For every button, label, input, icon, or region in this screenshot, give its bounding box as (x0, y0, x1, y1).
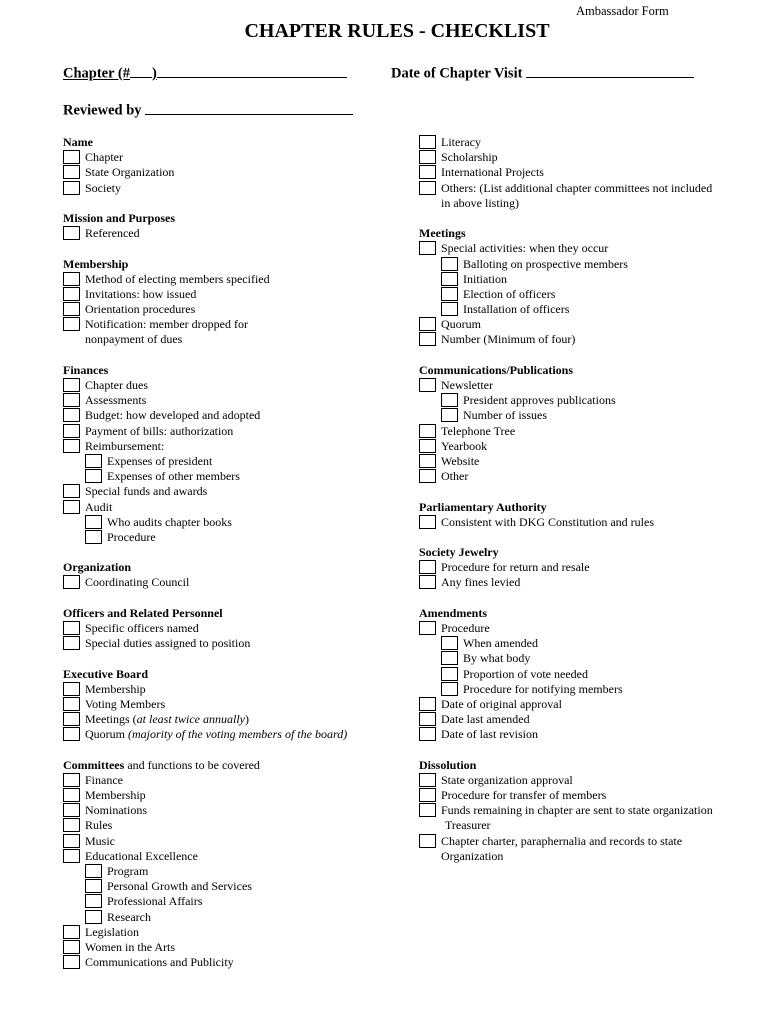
item-label: Program (107, 864, 149, 878)
item-label: Music (85, 833, 115, 848)
checkbox[interactable] (63, 697, 80, 711)
item-label: Literacy (441, 135, 481, 149)
item-label: Membership (85, 681, 146, 696)
checkbox[interactable] (419, 241, 436, 255)
section-officers: Officers and Related Personnel (63, 605, 223, 620)
check-item[interactable] (419, 712, 749, 727)
item-label: Procedure for notifying members (463, 681, 623, 696)
checkbox[interactable] (419, 560, 436, 574)
section-meetings: Meetings (419, 226, 466, 241)
checkbox[interactable] (419, 515, 436, 529)
section-dissolution: Dissolution (419, 757, 477, 772)
item-label: Payment of bills: authorization (85, 423, 234, 438)
section-amendments: Amendments (419, 605, 487, 620)
checkbox[interactable] (63, 393, 80, 407)
reviewed-label: Reviewed by (63, 102, 142, 119)
check-item[interactable] (63, 500, 403, 515)
check-subitem[interactable] (419, 272, 749, 287)
item-label: Procedure for transfer of members (441, 788, 607, 803)
check-item[interactable] (63, 712, 403, 727)
checkbox[interactable] (63, 712, 80, 726)
item-label: Newsletter (441, 378, 493, 392)
check-item[interactable] (419, 834, 749, 849)
item-label: Scholarship (441, 150, 498, 165)
item-label: Budget: how developed and adopted (85, 408, 261, 423)
item-label: Other (441, 469, 469, 484)
check-item[interactable] (63, 682, 403, 697)
item-label: Meetings (at least twice annually) (85, 712, 249, 727)
item-continuation: Organization (441, 848, 504, 863)
check-item[interactable] (63, 575, 403, 590)
item-label: Procedure (107, 529, 156, 544)
check-item[interactable] (63, 818, 403, 833)
checkbox[interactable] (419, 439, 436, 453)
item-label: Election of officers (463, 286, 556, 301)
check-item[interactable] (63, 940, 403, 955)
check-item[interactable] (63, 408, 403, 423)
check-item[interactable] (419, 697, 749, 712)
check-subitem[interactable] (419, 302, 749, 317)
checkbox[interactable] (419, 469, 436, 483)
check-item[interactable] (419, 181, 749, 196)
item-label: Yearbook (441, 438, 488, 453)
chapter-label: Chapter (# (63, 65, 130, 82)
checkbox[interactable] (419, 135, 436, 149)
checkbox[interactable] (441, 682, 458, 696)
left-column (63, 135, 403, 970)
chapter-close: ) (152, 65, 157, 82)
checkbox[interactable] (63, 302, 80, 316)
checkbox[interactable] (441, 257, 458, 271)
checkbox[interactable] (63, 925, 80, 939)
item-label: Number of issues (463, 408, 547, 423)
item-label: Number (Minimum of four) (441, 332, 576, 347)
check-item[interactable] (419, 621, 749, 636)
check-item[interactable] (419, 378, 749, 393)
check-item[interactable] (63, 484, 403, 499)
item-label: Expenses of president (107, 453, 213, 468)
checkbox[interactable] (419, 773, 436, 787)
check-item[interactable] (419, 560, 749, 575)
check-item[interactable] (63, 165, 403, 180)
checkbox[interactable] (63, 181, 80, 195)
checkbox[interactable] (63, 849, 80, 863)
item-label: Installation of officers (463, 302, 570, 317)
item-label: Assessments (85, 393, 147, 408)
section-communications: Communications/Publications (419, 362, 574, 377)
section-mission: Mission and Purposes (63, 210, 176, 225)
check-subitem[interactable] (63, 469, 403, 484)
section-finances: Finances (63, 362, 109, 377)
check-item[interactable] (63, 773, 403, 788)
check-item[interactable] (63, 439, 403, 454)
item-label: State Organization (85, 165, 175, 180)
item-label: Date last amended (441, 712, 530, 727)
section-organization: Organization (63, 560, 131, 575)
check-item[interactable] (419, 469, 749, 484)
item-label: Specific officers named (85, 621, 199, 635)
section-membership: Membership (63, 256, 129, 271)
check-item[interactable] (419, 803, 749, 818)
item-label: Telephone Tree (441, 423, 516, 438)
item-label: Proportion of vote needed (463, 666, 588, 681)
item-continuation: nonpayment of dues (85, 332, 183, 347)
check-item[interactable] (419, 135, 749, 150)
item-continuation: in above listing) (441, 195, 519, 210)
check-item[interactable] (63, 697, 403, 712)
check-item[interactable] (63, 803, 403, 818)
check-item[interactable] (63, 727, 403, 742)
check-item[interactable] (63, 317, 403, 332)
checkbox[interactable] (63, 621, 80, 635)
checkbox[interactable] (63, 165, 80, 179)
check-item[interactable] (63, 955, 403, 970)
item-label: Quorum (441, 317, 481, 332)
item-label: Balloting on prospective members (463, 256, 628, 271)
checkbox[interactable] (63, 272, 80, 286)
item-label: Date of original approval (441, 696, 562, 711)
item-label: Others: (List additional chapter committees not included (441, 180, 713, 195)
check-item[interactable] (419, 241, 749, 256)
section-executive: Executive Board (63, 666, 148, 681)
check-item[interactable] (63, 424, 403, 439)
item-label: Rules (85, 818, 113, 833)
item-label: Women in the Arts (85, 939, 176, 954)
check-item[interactable] (419, 317, 749, 332)
checkbox[interactable] (419, 424, 436, 438)
check-item[interactable] (419, 439, 749, 454)
item-label: International Projects (441, 165, 544, 180)
checkbox[interactable] (419, 454, 436, 468)
check-item[interactable] (63, 302, 403, 317)
check-subitem[interactable] (63, 894, 403, 909)
checkbox[interactable] (85, 469, 102, 483)
checkbox[interactable] (419, 181, 436, 195)
item-label: When amended (463, 636, 538, 651)
form-label: Ambassador Form (576, 4, 669, 18)
check-item[interactable] (63, 150, 403, 165)
checkbox[interactable] (63, 439, 80, 453)
item-label: Nominations (85, 803, 147, 818)
checkbox[interactable] (85, 515, 102, 529)
item-label: Special funds and awards (85, 484, 208, 499)
checkbox[interactable] (63, 727, 80, 741)
item-label: Finance (85, 772, 123, 787)
checkbox[interactable] (419, 803, 436, 817)
check-item[interactable] (419, 727, 749, 742)
check-subitem[interactable] (419, 287, 749, 302)
checkbox[interactable] (419, 378, 436, 392)
section-jewelry: Society Jewelry (419, 545, 499, 560)
checkbox[interactable] (63, 424, 80, 438)
check-subitem[interactable] (63, 910, 403, 925)
item-label: Funds remaining in chapter are sent to state organization (441, 803, 713, 818)
check-subitem[interactable] (63, 515, 403, 530)
item-label: Notification: member dropped for (85, 317, 248, 332)
checkbox[interactable] (63, 150, 80, 164)
checkbox[interactable] (441, 651, 458, 665)
chapter-field[interactable] (63, 62, 347, 83)
checkbox[interactable] (63, 287, 80, 301)
item-label: Society (85, 180, 121, 195)
section-name: Name (63, 135, 93, 149)
checkbox[interactable] (63, 940, 80, 954)
check-item[interactable] (63, 226, 403, 241)
check-subitem[interactable] (63, 530, 403, 545)
item-label: Communications and Publicity (85, 955, 234, 970)
check-subitem[interactable] (419, 682, 749, 697)
check-item[interactable] (63, 834, 403, 849)
item-label: Procedure (441, 621, 490, 635)
checkbox[interactable] (419, 332, 436, 346)
section-parliamentary: Parliamentary Authority (419, 499, 547, 514)
item-label: State organization approval (441, 772, 573, 787)
check-subitem[interactable] (63, 879, 403, 894)
check-item[interactable] (419, 332, 749, 347)
check-item[interactable] (63, 788, 403, 803)
item-label: Procedure for return and resale (441, 560, 590, 575)
item-label: Website (441, 453, 480, 468)
checkbox[interactable] (441, 408, 458, 422)
checkbox[interactable] (63, 682, 80, 696)
check-item[interactable] (419, 575, 749, 590)
check-subitem[interactable] (419, 408, 749, 423)
item-label: Date of last revision (441, 727, 538, 742)
checkbox[interactable] (85, 864, 102, 878)
checkbox[interactable] (85, 454, 102, 468)
checkbox[interactable] (441, 287, 458, 301)
checkbox[interactable] (419, 165, 436, 179)
item-label: President approves publications (463, 393, 616, 408)
check-subitem[interactable] (63, 454, 403, 469)
page-title: CHAPTER RULES - CHECKLIST (244, 20, 550, 42)
checkbox[interactable] (63, 834, 80, 848)
check-item[interactable] (63, 393, 403, 408)
checkbox[interactable] (419, 317, 436, 331)
item-label: Audit (85, 499, 113, 514)
checkbox[interactable] (63, 773, 80, 787)
check-item[interactable] (63, 621, 403, 636)
checkbox[interactable] (63, 636, 80, 650)
checkbox[interactable] (441, 393, 458, 407)
checkbox[interactable] (441, 667, 458, 681)
item-label: Consistent with DKG Constitution and rules (441, 514, 654, 529)
section-committees: Committees and functions to be covered (63, 757, 260, 772)
check-item[interactable] (63, 849, 403, 864)
item-label: Invitations: how issued (85, 286, 197, 301)
reviewed-by-field[interactable] (63, 99, 353, 120)
item-label: Expenses of other members (107, 469, 240, 484)
check-item[interactable] (63, 181, 403, 196)
check-item[interactable] (419, 788, 749, 803)
check-subitem[interactable] (419, 651, 749, 666)
check-item[interactable] (419, 165, 749, 180)
item-label: Educational Excellence (85, 848, 198, 863)
check-subitem[interactable] (419, 393, 749, 408)
checkbox[interactable] (419, 712, 436, 726)
check-subitem[interactable] (419, 257, 749, 272)
item-label: Chapter charter, paraphernalia and records to state (441, 833, 683, 848)
item-label: Reimbursement: (85, 438, 165, 453)
checkbox[interactable] (63, 955, 80, 969)
item-label: Membership (85, 788, 146, 803)
checkbox[interactable] (85, 530, 102, 544)
check-subitem[interactable] (63, 864, 403, 879)
check-item[interactable] (419, 773, 749, 788)
item-label: Professional Affairs (107, 894, 203, 909)
item-label: Special duties assigned to position (85, 636, 251, 651)
checkbox[interactable] (63, 484, 80, 498)
check-subitem[interactable] (419, 636, 749, 651)
checkbox[interactable] (85, 894, 102, 908)
item-label: Legislation (85, 924, 139, 939)
check-subitem[interactable] (419, 667, 749, 682)
item-label: Quorum (majority of the voting members of the board) (85, 727, 348, 742)
checkbox[interactable] (63, 317, 80, 331)
checkbox[interactable] (419, 621, 436, 635)
checkbox[interactable] (419, 727, 436, 741)
checkbox[interactable] (419, 575, 436, 589)
checkbox[interactable] (63, 818, 80, 832)
check-item[interactable] (419, 515, 749, 530)
item-label: Initiation (463, 271, 507, 286)
item-label: Personal Growth and Services (107, 879, 252, 894)
checkbox[interactable] (63, 408, 80, 422)
item-continuation: Treasurer (445, 818, 491, 833)
checkbox[interactable] (63, 500, 80, 514)
checkbox[interactable] (441, 636, 458, 650)
check-item[interactable] (419, 454, 749, 469)
item-label: Any fines levied (441, 575, 521, 590)
item-label: Chapter dues (85, 378, 148, 392)
check-item[interactable] (419, 424, 749, 439)
visit-date-field[interactable] (391, 62, 694, 83)
visit-label: Date of Chapter Visit (391, 65, 523, 82)
checkbox[interactable] (419, 150, 436, 164)
item-label: Orientation procedures (85, 302, 196, 317)
check-item[interactable] (63, 636, 403, 651)
checkbox[interactable] (419, 788, 436, 802)
checkbox[interactable] (85, 910, 102, 924)
item-label: Method of electing members specified (85, 271, 270, 286)
check-item[interactable] (63, 287, 403, 302)
checkbox[interactable] (63, 788, 80, 802)
item-label: Special activities: when they occur (441, 241, 609, 256)
checkbox[interactable] (63, 575, 80, 589)
item-label: Research (107, 909, 151, 924)
check-item[interactable] (63, 378, 403, 393)
checkbox[interactable] (419, 834, 436, 848)
check-item[interactable] (419, 150, 749, 165)
checkbox[interactable] (63, 226, 80, 240)
checkbox[interactable] (441, 272, 458, 286)
checkbox[interactable] (441, 302, 458, 316)
check-item[interactable] (63, 272, 403, 287)
item-label: By what body (463, 651, 531, 666)
right-column (419, 135, 749, 864)
item-label: Who audits chapter books (107, 514, 232, 529)
checkbox[interactable] (63, 378, 80, 392)
checkbox[interactable] (63, 803, 80, 817)
item-label: Coordinating Council (85, 575, 190, 590)
item-label: Voting Members (85, 696, 166, 711)
checkbox[interactable] (419, 697, 436, 711)
check-item[interactable] (63, 925, 403, 940)
checkbox[interactable] (85, 879, 102, 893)
item-label: Chapter (85, 150, 123, 165)
item-label: Referenced (85, 226, 140, 241)
